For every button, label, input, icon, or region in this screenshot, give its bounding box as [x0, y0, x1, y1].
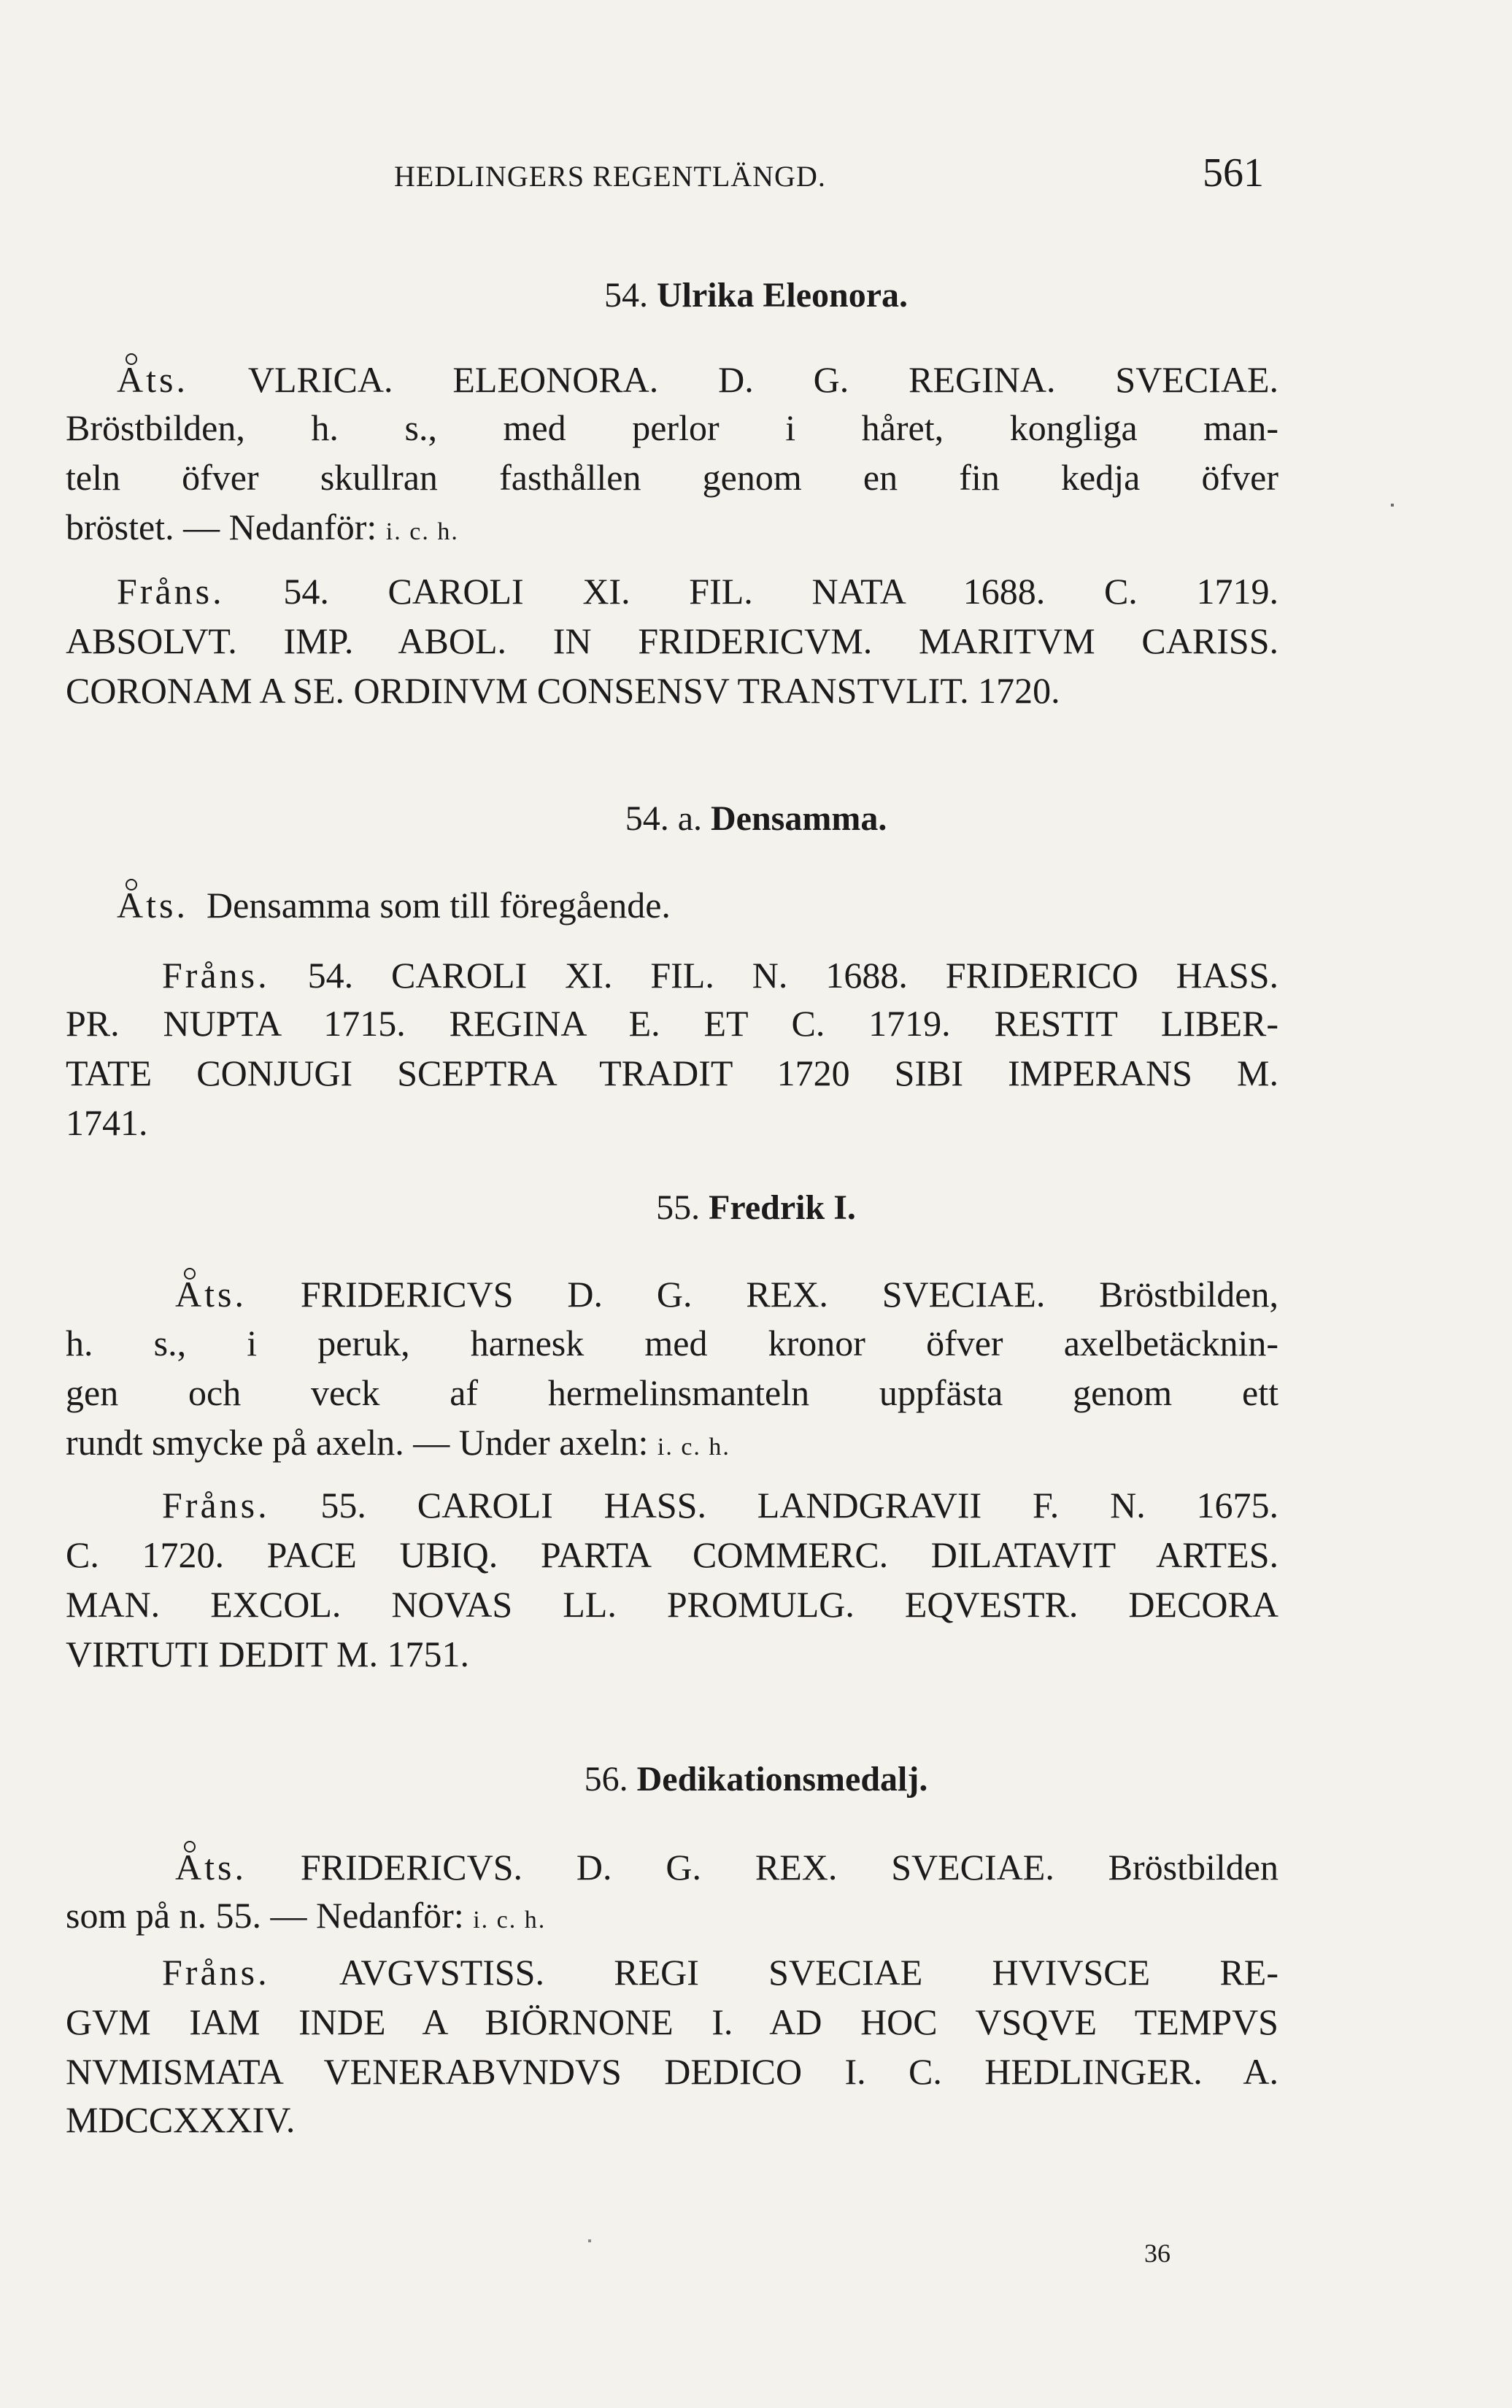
running-title: HEDLINGERS REGENTLÄNGD. — [394, 160, 826, 193]
text-line: som på n. 55. — Nedanför: i. c. h. — [66, 1895, 547, 1936]
entry-number: 56. — [584, 1760, 628, 1799]
text-line: TATE CONJUGI SCEPTRA TRADIT 1720 SIBI IMPERANS M. — [66, 1053, 1278, 1093]
entry-number: 54. — [604, 276, 648, 315]
text-line: GVM IAM INDE A BIÖRNONE I. AD HOC VSQVE TEMPVS — [66, 2001, 1278, 2042]
reverse-label: Fråns. — [117, 571, 225, 612]
entry-name: Ulrika Eleonora. — [657, 276, 908, 315]
text-line: Bröstbilden, h. s., med perlor i håret, kongliga man- — [66, 407, 1278, 448]
text-line: Fråns. 54. CAROLI XI. FIL. N. 1688. FRIDERICO HASS. — [162, 955, 1279, 996]
entry-name: Dedikationsmedalj. — [636, 1760, 928, 1799]
text-line: rundt smycke på axeln. — Under axeln: i. c. h. — [66, 1422, 730, 1463]
text-line: ABSOLVT. IMP. ABOL. IN FRIDERICVM. MARITVM CARISS. — [66, 620, 1278, 661]
reverse-label: Fråns. — [162, 955, 270, 996]
entry-name: Fredrik I. — [709, 1188, 856, 1227]
entry-number: 55. — [656, 1188, 701, 1227]
text-line: PR. NUPTA 1715. REGINA E. ET C. 1719. RESTIT LIBER- — [66, 1003, 1278, 1044]
ring-accent: A — [117, 885, 147, 926]
text-line: Ats. Densamma som till föregående. — [117, 885, 671, 926]
reverse-label: Fråns. — [162, 1952, 270, 1993]
entry-title — [0, 797, 1512, 841]
obverse-label: Ats. — [117, 885, 188, 926]
text-line: teln öfver skullran fasthållen genom en fin kedja öfver — [66, 457, 1278, 498]
text-line: Ats. FRIDERICVS D. G. REX. SVECIAE. Bröstbilden, — [175, 1274, 1278, 1315]
ring-accent: A — [175, 1847, 205, 1888]
initials: i. c. h. — [385, 518, 459, 545]
text-line: Fråns. 55. CAROLI HASS. LANDGRAVII F. N. 1675. — [162, 1485, 1279, 1526]
text-line: bröstet. — Nedanför: i. c. h. — [66, 507, 459, 547]
entry-title — [0, 1186, 1512, 1230]
signature-mark: 36 — [1144, 2239, 1170, 2268]
text-line: VIRTUTI DEDIT M. 1751. — [66, 1634, 469, 1674]
text-line: gen och veck af hermelinsmanteln uppfästa genom ett — [66, 1372, 1278, 1413]
initials: i. c. h. — [473, 1907, 547, 1934]
text-line: C. 1720. PACE UBIQ. PARTA COMMERC. DILATAVIT ARTES. — [66, 1534, 1278, 1575]
text-line: MAN. EXCOL. NOVAS LL. PROMULG. EQVESTR. DECORA — [66, 1584, 1278, 1625]
text-line: NVMISMATA VENERABVNDVS DEDICO I. C. HEDLINGER. A. — [66, 2051, 1278, 2092]
text-line: MDCCXXXIV. — [66, 2099, 296, 2140]
initials: i. c. h. — [657, 1434, 730, 1461]
entry-name: Densamma. — [711, 799, 887, 838]
text-line: CORONAM A SE. ORDINVM CONSENSV TRANSTVLIT. 1720. — [66, 670, 1060, 711]
speck — [588, 2239, 591, 2242]
ring-accent: A — [175, 1274, 205, 1315]
text-line: Fråns. AVGVSTISS. REGI SVECIAE HVIVSCE RE- — [162, 1952, 1278, 1993]
speck — [1391, 504, 1394, 507]
entry-number: 54. a. — [625, 799, 702, 838]
obverse-label: Ats. — [175, 1274, 247, 1315]
obverse-label: Ats. — [175, 1847, 247, 1888]
text-line: Ats. VLRICA. ELEONORA. D. G. REGINA. SVECIAE. — [117, 359, 1278, 400]
entry-title — [0, 274, 1512, 318]
ring-accent: A — [117, 359, 147, 400]
text-line: Ats. FRIDERICVS. D. G. REX. SVECIAE. Bröstbilden — [175, 1847, 1278, 1888]
text-line: h. s., i peruk, harnesk med kronor öfver axelbetäcknin- — [66, 1323, 1278, 1363]
page-number: 561 — [1203, 150, 1264, 196]
obverse-label: Ats. — [117, 359, 188, 400]
text-line: Fråns. 54. CAROLI XI. FIL. NATA 1688. C. 1719. — [117, 571, 1278, 612]
entry-title — [0, 1758, 1512, 1801]
reverse-label: Fråns. — [162, 1485, 270, 1526]
text-line: 1741. — [66, 1102, 148, 1143]
